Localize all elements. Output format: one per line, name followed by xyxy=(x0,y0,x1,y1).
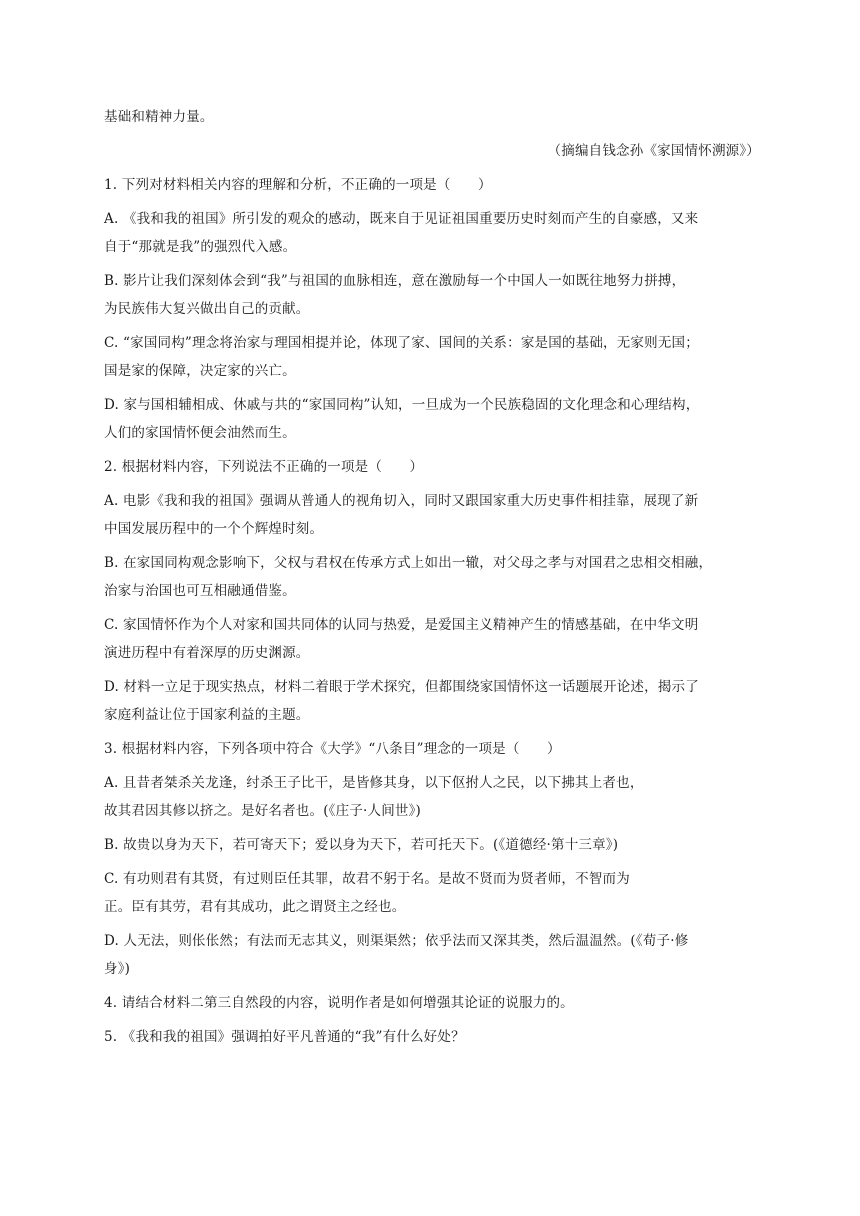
question-stem: 1. 下列对材料相关内容的理解和分析，不正确的一项是（ ） xyxy=(104,177,492,193)
question-1 xyxy=(104,174,760,444)
option-d: D. 材料一立足于现实热点，材料二着眼于学术探究，但都围绕家国情怀这一话题展开论述，揭示了 xyxy=(104,679,699,695)
option-d-cont: 人们的家国情怀便会油然而生。 xyxy=(104,425,296,441)
paragraph-ending: 基础和精神力量。 xyxy=(104,109,214,125)
option-a: A. 电影《我和我的祖国》强调从普通人的视角切入，同时又跟国家重大历史事件相挂靠，展现了新 xyxy=(104,493,699,509)
option-b-cont: 治家与治国也可互相融通借鉴。 xyxy=(104,583,296,599)
question-3 xyxy=(104,738,760,980)
option-d-cont: 身》) xyxy=(104,961,131,977)
option-c: C. 家国情怀作为个人对家和国共同体的认同与热爱，是爱国主义精神产生的情感基础，在中华文明 xyxy=(104,617,699,633)
option-b: B. 故贵以身为天下，若可寄天下；爱以身为天下，若可托天下。(《道德经·第十三章》) xyxy=(104,837,619,853)
question-4: 4. 请结合材料二第三自然段的内容，说明作者是如何增强其论证的说服力的。 xyxy=(104,995,574,1011)
option-c: C. “家国同构”理念将治家与理国相提并论，体现了家、国间的关系：家是国的基础，无家则无国； xyxy=(104,335,699,351)
option-b: B. 影片让我们深刻体会到“我”与祖国的血脉相连，意在激励每一个中国人一如既往地努力拼搏， xyxy=(104,273,686,289)
option-d: D. 人无法，则伥伥然；有法而无志其义，则渠渠然；依乎法而又深其类，然后温温然。(《荀子·修 xyxy=(104,933,689,949)
option-c-cont: 正。臣有其劳，君有其成功，此之谓贤主之经也。 xyxy=(104,899,406,915)
option-c: C. 有功则君有其贤，有过则臣任其罪，故君不躬于名。是故不贤而为贤者师，不智而为 xyxy=(104,871,630,887)
question-2 xyxy=(104,456,760,726)
option-b: B. 在家国同构观念影响下，父权与君权在传承方式上如出一辙，对父母之孝与对国君之忠相交相融， xyxy=(104,555,713,571)
option-a: A. 且昔者桀杀关龙逢，纣杀王子比干，是皆修其身，以下伛拊人之民，以下拂其上者也， xyxy=(104,775,644,791)
option-a-cont: 中国发展历程中的一个个辉煌时刻。 xyxy=(104,521,324,537)
option-a-cont: 故其君因其修以挤之。是好名者也。(《庄子·人间世》) xyxy=(104,803,422,819)
option-d-cont: 家庭利益让位于国家利益的主题。 xyxy=(104,707,310,723)
option-b-cont: 为民族伟大复兴做出自己的贡献。 xyxy=(104,301,310,317)
option-c-cont: 国是家的保障，决定家的兴亡。 xyxy=(104,363,296,379)
question-5: 5. 《我和我的祖国》强调拍好平凡普通的“我”有什么好处？ xyxy=(104,1029,465,1045)
option-d: D. 家与国相辅相成、休戚与共的“家国同构”认知，一旦成为一个民族稳固的文化理念和心理结构， xyxy=(104,397,700,413)
option-c-cont: 演进历程中有着深厚的历史渊源。 xyxy=(104,645,310,661)
source-citation: （摘编自钱念孙《家国情怀溯源》） xyxy=(547,143,760,159)
option-a-cont: 自于“那就是我”的强烈代入感。 xyxy=(104,239,297,255)
option-a: A. 《我和我的祖国》所引发的观众的感动，既来自于见证祖国重要历史时刻而产生的自豪感，又来 xyxy=(104,211,699,227)
question-stem: 2. 根据材料内容，下列说法不正确的一项是（ ） xyxy=(104,459,424,475)
question-stem: 3. 根据材料内容，下列各项中符合《大学》“八条目”理念的一项是（ ） xyxy=(104,741,561,757)
